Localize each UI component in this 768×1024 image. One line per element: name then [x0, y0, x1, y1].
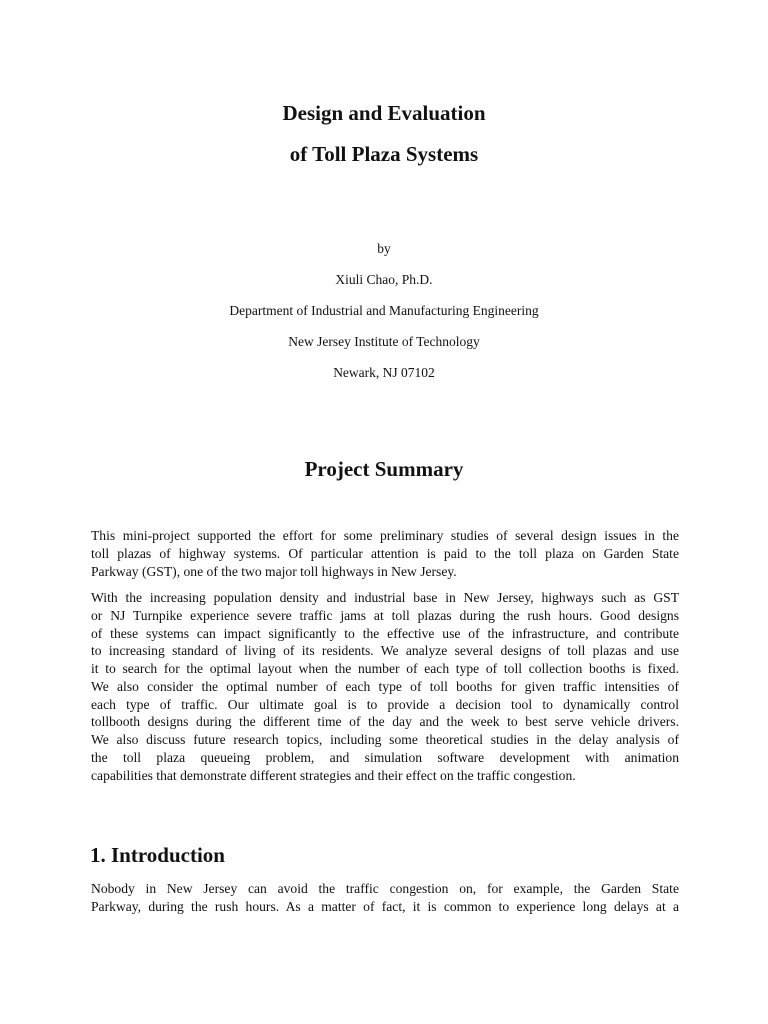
paragraph-line: the toll plaza queueing problem, and simulation software development with animation: [91, 749, 679, 765]
introduction-paragraph-1: [91, 880, 679, 916]
paragraph-line: to increasing standard of living of its residents. We analyze several designs of toll plazas and use: [91, 643, 679, 659]
author-name: Xiuli Chao, Ph.D.: [335, 272, 433, 287]
paragraph-line: Parkway (GST), one of the two major toll highways in New Jersey.: [91, 563, 457, 579]
introduction-heading: 1. Introduction: [90, 843, 225, 867]
paragraph-line: or NJ Turnpike experience severe traffic jams at toll plazas during the rush hours. Good designs: [91, 607, 679, 623]
summary-heading: Project Summary: [304, 457, 464, 481]
summary-paragraph-1: [91, 527, 679, 580]
paragraph-line: each type of traffic. Our ultimate goal is to provide a decision tool to dynamically control: [91, 696, 679, 712]
paragraph-line: capabilities that demonstrate different strategies and their effect on the traffic congestion.: [91, 767, 576, 783]
paragraph-line: of these systems can impact significantly to the effective use of the infrastructure, and contribute: [91, 625, 679, 641]
paragraph-line: Nobody in New Jersey can avoid the traffic congestion on, for example, the Garden State: [91, 881, 679, 896]
paragraph-line: Parkway, during the rush hours. As a matter of fact, it is common to experience long delays at a: [91, 898, 679, 914]
paragraph-line: toll plazas of highway systems. Of particular attention is paid to the toll plaza on Garden State: [91, 545, 679, 561]
paragraph-line: We also consider the optimal number of each type of toll booths for given traffic intensities of: [91, 678, 679, 694]
paragraph-line: it to search for the optimal layout when the number of each type of toll collection booths is fixed.: [91, 661, 679, 676]
author-address: Newark, NJ 07102: [333, 365, 435, 380]
paragraph-line: We also discuss future research topics, including some theoretical studies in the delay analysis of: [91, 732, 679, 747]
byline-by: by: [377, 241, 391, 256]
author-institution: New Jersey Institute of Technology: [288, 334, 480, 349]
summary-paragraph-2: [91, 589, 679, 784]
title-line-1: Design and Evaluation: [282, 101, 486, 125]
paragraph-line: With the increasing population density and industrial base in New Jersey, highways such as GST: [91, 590, 679, 605]
paragraph-line: This mini-project supported the effort for some preliminary studies of several design issues in the: [91, 528, 679, 543]
title-line-2: of Toll Plaza Systems: [289, 142, 479, 166]
paragraph-line: tollbooth designs during the different time of the day and the week to best serve vehicle drivers.: [91, 714, 679, 730]
author-department: Department of Industrial and Manufacturing Engineering: [229, 303, 539, 318]
